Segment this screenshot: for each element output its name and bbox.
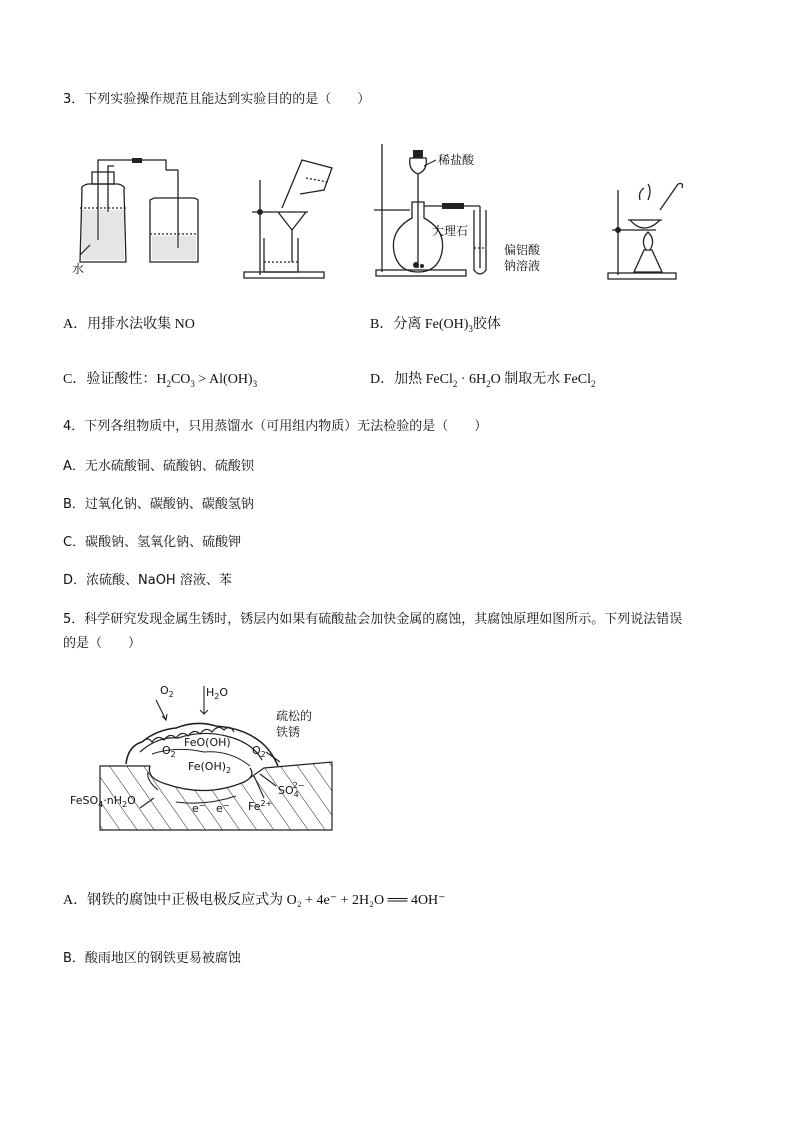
q5-option-b: B．酸雨地区的钢铁更易被腐蚀 [63, 951, 241, 966]
q5-label-h2o: $H_2O$ [206, 686, 229, 701]
q3-figure-b-filtration [238, 150, 338, 285]
q5-label-o2-left: $O_2$ [162, 744, 176, 759]
q5-stem-line2: 的是（ ） [63, 636, 142, 651]
q4-option-b: B．过氧化钠、碳酸钠、碳酸氢钠 [63, 497, 254, 512]
q5-label-o2-right: $O_2$ [252, 744, 266, 759]
q4-option-d: D．浓硫酸、NaOH 溶液、苯 [63, 573, 232, 588]
q5-stem-line1: 5．科学研究发现金属生锈时，锈层内如果有硫酸盐会加快金属的腐蚀，其腐蚀原理如图所示。下列说法错误 [63, 612, 683, 627]
q4-option-a: A．无水硫酸铜、硫酸钠、硫酸钡 [63, 459, 254, 474]
q5-label-electron-1: e− [192, 801, 206, 815]
q5-option-a: A．钢铁的腐蚀中正极电极反应式为 O₂ + 4e⁻ + 2H₂O ══ 4OH⁻ [63, 893, 446, 908]
q5-label-feso4: $FeSO_4\cdot nH_2O$ [70, 794, 136, 809]
q4-option-c: C．碳酸钠、氢氧化钠、硫酸钾 [63, 535, 242, 550]
q3-label-aluminate-1: 偏铝酸 [504, 243, 541, 257]
q5-label-rust-2: 铁锈 [276, 725, 301, 739]
q5-label-o2-top: $O_2$ [160, 684, 174, 699]
q3-option-b: B．分离 $Fe(OH)_3$胶体 [370, 317, 501, 334]
q5-label-feoh2: $Fe(OH)_2$ [188, 760, 232, 775]
q4-stem: 4．下列各组物质中，只用蒸馏水（可用组内物质）无法检验的是（ ） [63, 419, 488, 434]
q3-label-dilute-hcl: 稀盐酸 [438, 153, 475, 167]
q3-figure-d-heating [600, 180, 700, 285]
q3-option-a: A．用排水法收集 NO [63, 317, 195, 332]
q3-option-c: C．验证酸性：$H_2CO_3 > Al(OH)_3$ [63, 372, 258, 389]
q3-stem: 3．下列实验操作规范且能达到实验目的的是（ ） [63, 92, 371, 107]
q5-label-fe2: $Fe^{2+}$ [248, 799, 273, 813]
q3-figure-c-gas-generation [370, 140, 545, 285]
q3-option-d: D．加热 FeCl$_2$ · $6H_2O$ 制取无水 FeCl$_2$ [370, 372, 596, 389]
q3-figure-a-drainage-apparatus [70, 150, 210, 290]
q5-label-electron-2: e− [216, 801, 230, 815]
q3-label-water: 水 [72, 262, 85, 276]
q3-label-marble: 大理石 [432, 224, 469, 238]
q3-label-aluminate-2: 钠溶液 [504, 259, 541, 273]
q5-label-feooh: FeO(OH) [184, 736, 231, 749]
q5-corrosion-diagram [66, 680, 336, 840]
q5-label-so4: $SO_42-$ [278, 781, 305, 799]
q5-label-rust-1: 疏松的 [276, 709, 313, 723]
